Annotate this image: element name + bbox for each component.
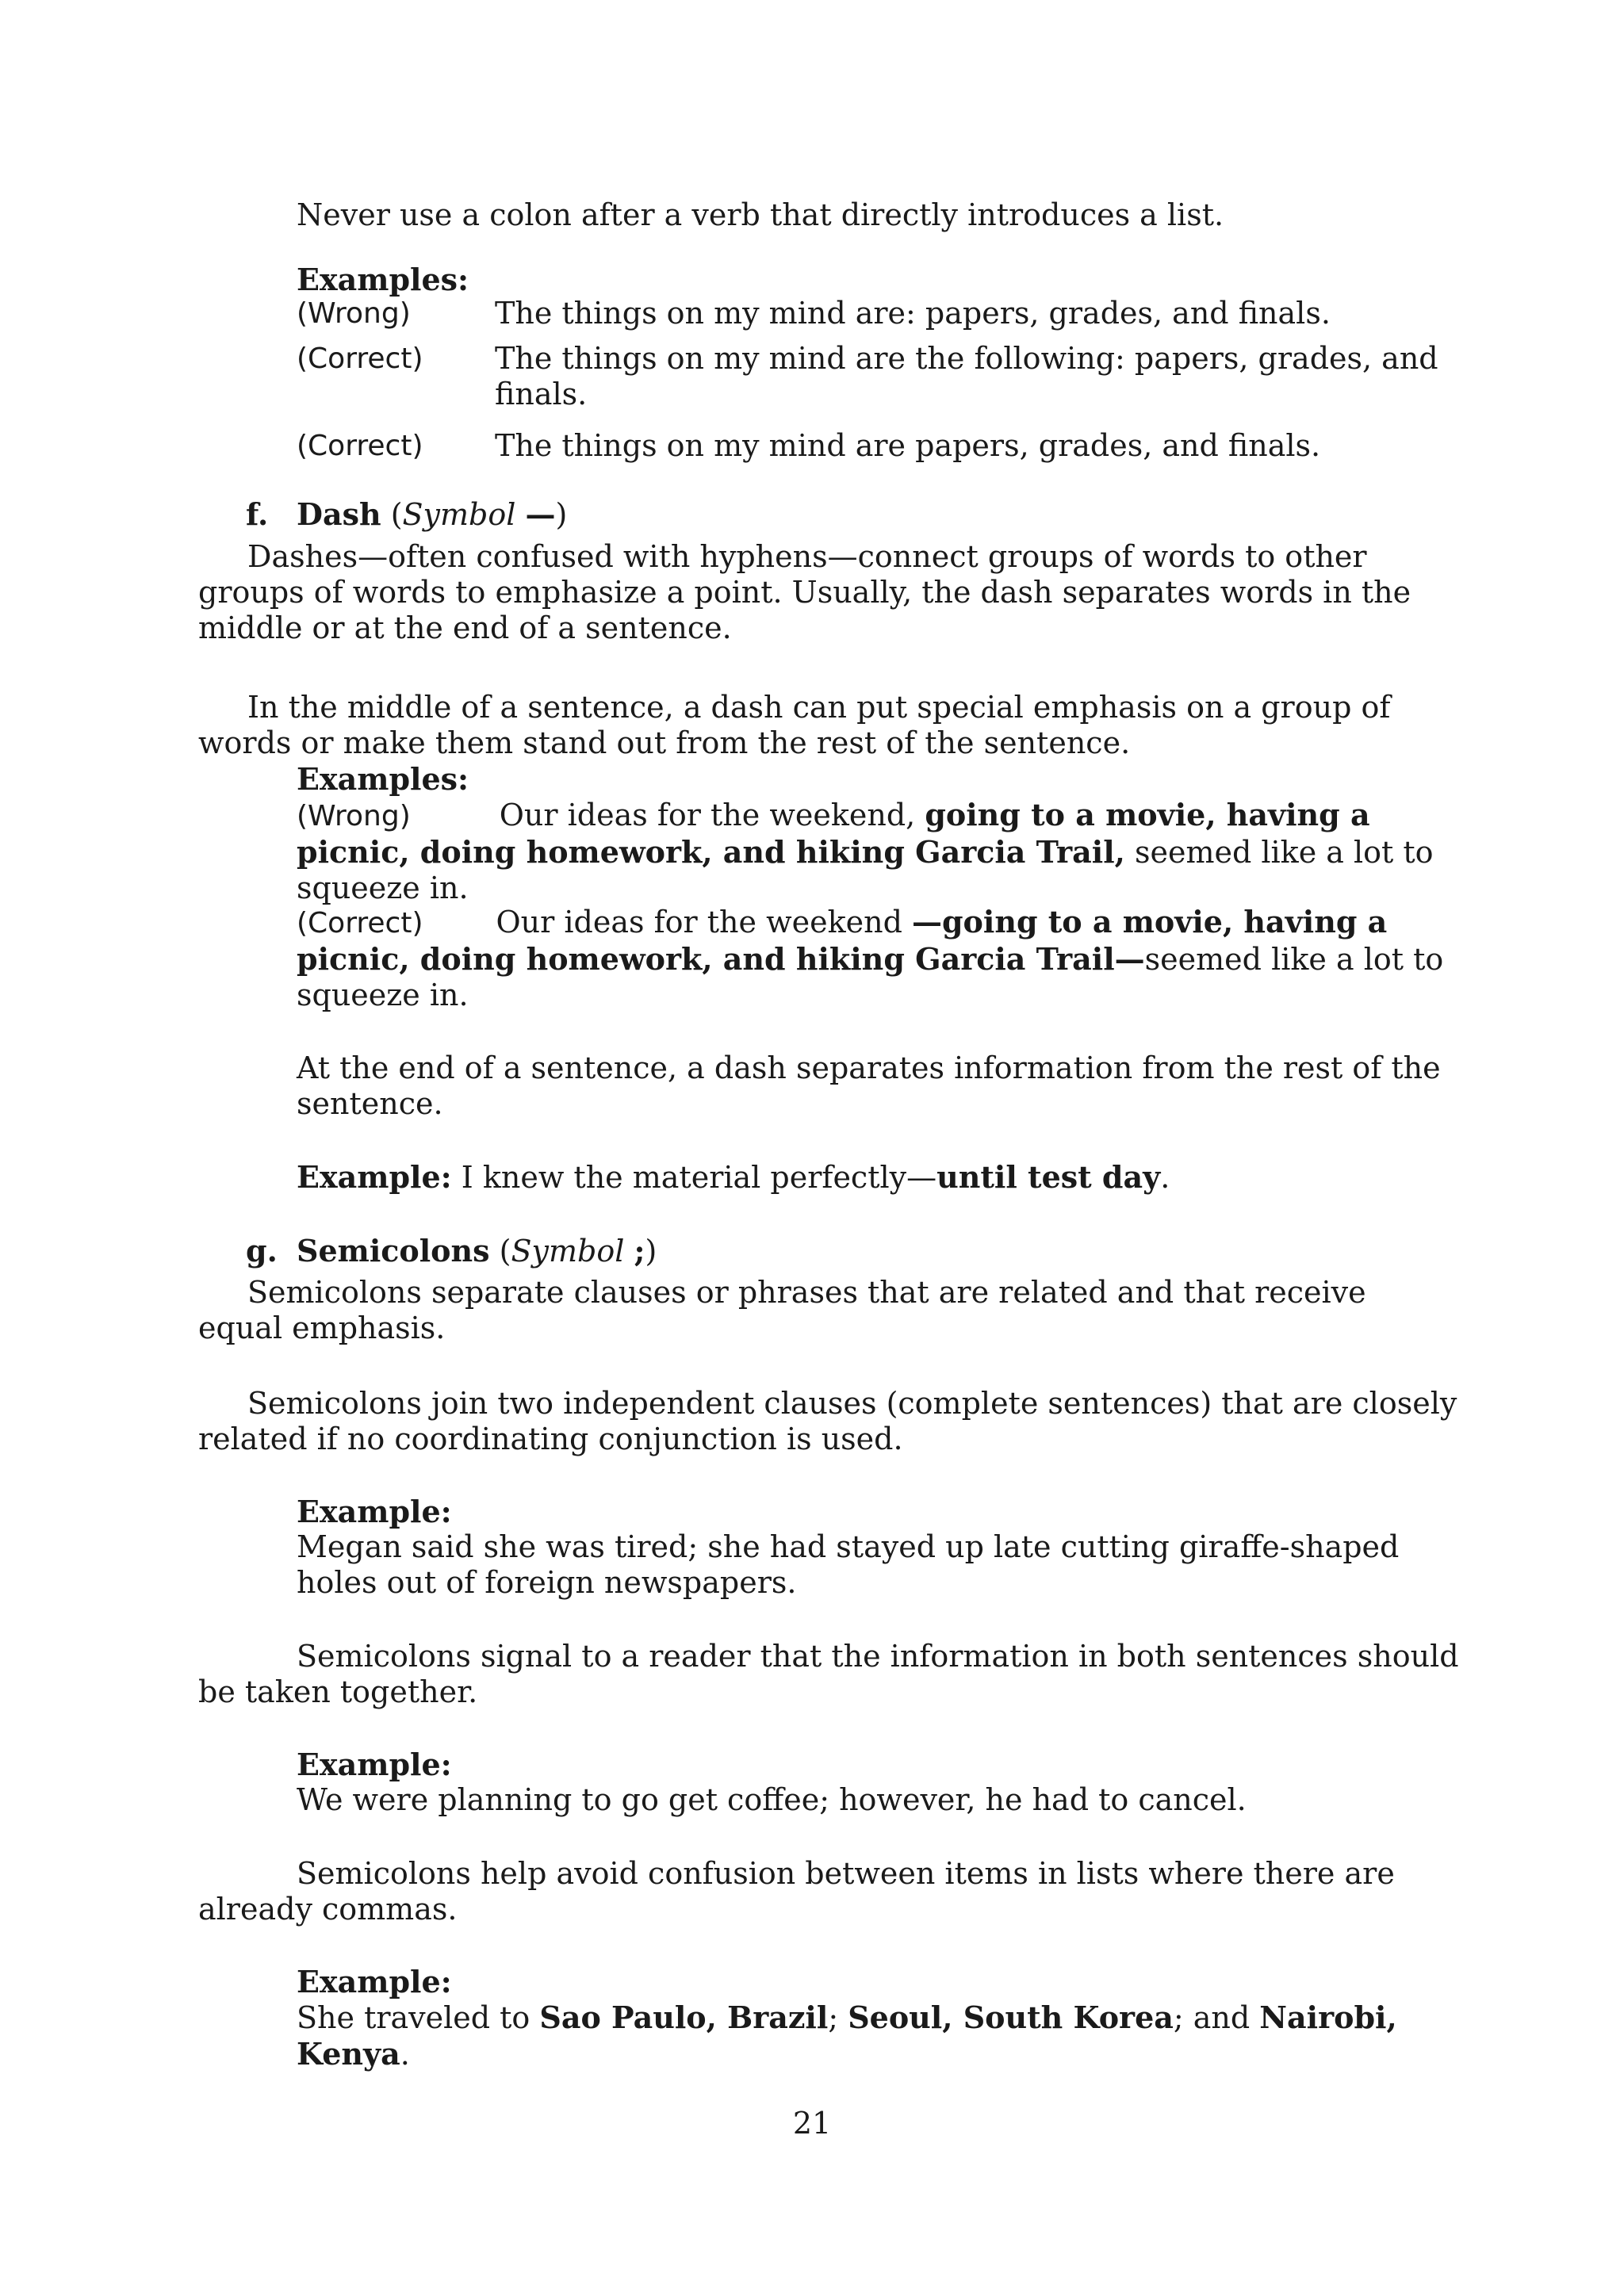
dash-examples-heading: Examples: [297,761,469,797]
example-label: (Wrong) [297,297,411,330]
example-text: The things on my mind are papers, grades, and finals. [495,428,1321,463]
example-text: The things on my mind are: papers, grades, and finals. [495,296,1331,331]
example-label: (Correct) [297,430,423,462]
section-letter-semicolons: g. [246,1233,278,1269]
colon-examples-heading: Examples: [297,262,469,297]
semicolons-example-3-heading: Example: [297,1964,452,1999]
section-heading-semicolons: Semicolons (Symbol ;) [297,1233,657,1269]
colon-rule: Never use a colon after a verb that directly introduces a list. [297,197,1224,232]
page-number: 21 [792,2106,832,2141]
semicolons-example-1-heading: Example: [297,1494,452,1529]
dash-middle-rule: In the middle of a sentence, a dash can put special emphasis on a group of words or make them stand out from the rest of the sentence. [198,690,1391,760]
semicolons-intro: Semicolons separate clauses or phrases that are related and that receive equal emphasis. [198,1275,1366,1345]
dash-end-example: Example: I knew the material perfectly—until test day. [297,1159,1170,1195]
dash-correct-example: (Correct) Our ideas for the weekend —going to a movie, having a picnic, doing homework, and hiking Garcia Trail—seemed like a lot to squeeze in. [297,904,1444,1012]
semicolons-example-2-heading: Example: [297,1747,452,1782]
semicolons-rule-1: Semicolons join two independent clauses (complete sentences) that are closely related if no coordinating conjunction is used. [198,1386,1457,1456]
example-label: (Correct) [297,342,423,375]
section-heading-dash: Dash (Symbol —) [297,496,568,532]
dash-wrong-example: (Wrong) Our ideas for the weekend, going to a movie, having a picnic, doing homework, and hiking Garcia Trail, seemed like a lot to squeeze in. [297,797,1434,905]
section-letter-dash: f. [246,496,269,532]
semicolons-rule-3: Semicolons help avoid confusion between items in lists where there are already commas. [198,1856,1395,1927]
dash-end-rule: At the end of a sentence, a dash separates information from the rest of the sentence. [297,1050,1441,1121]
dash-intro: Dashes—often confused with hyphens—connect groups of words to other groups of words to emphasize a point. Usually, the dash separates words in the middle or at the end of a sentence. [198,539,1411,645]
semicolons-example-2: We were planning to go get coffee; however, he had to cancel. [297,1782,1247,1817]
semicolons-rule-2: Semicolons signal to a reader that the information in both sentences should be taken together. [198,1639,1459,1709]
semicolons-example-3: She traveled to Sao Paulo, Brazil; Seoul, South Korea; and Nairobi, Kenya. [297,1999,1397,2072]
semicolons-example-1: Megan said she was tired; she had stayed up late cutting giraffe-shaped holes out of foreign newspapers. [297,1529,1400,1600]
example-text: The things on my mind are the following: papers, grades, and finals. [495,341,1438,411]
